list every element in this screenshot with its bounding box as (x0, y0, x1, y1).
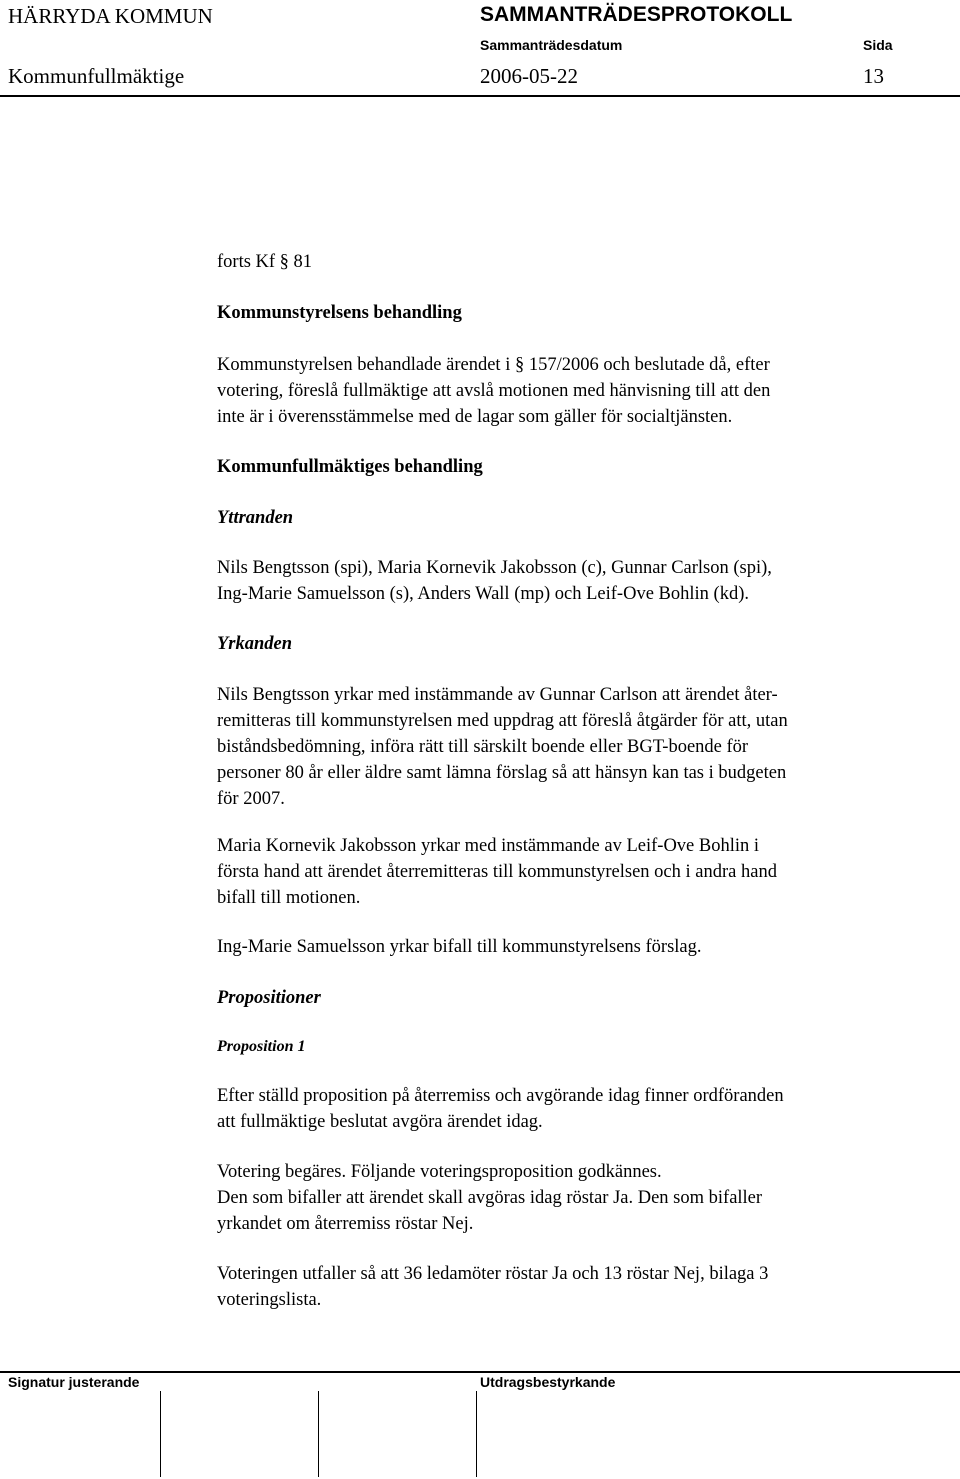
text-line: biståndsbedömning, införa rätt till särskilt boende eller BGT-boende för (217, 737, 749, 757)
yrkande-paragraph-1 (217, 682, 917, 812)
page-number: 13 (863, 64, 884, 88)
extract-label: Utdragsbestyrkande (480, 1374, 616, 1390)
propositioner-heading: Propositioner (217, 988, 321, 1008)
text-line: personer 80 år eller äldre samt lämna förslag så att hänsyn kan tas i budgeten (217, 763, 787, 783)
signature-box-divider (318, 1391, 319, 1477)
text-line: remitteras till kommunstyrelsen med uppdrag att föreslå åtgärder för att, utan (217, 711, 788, 731)
proposition-1-paragraph (217, 1083, 917, 1135)
text-line: Nils Bengtsson yrkar med instämmande av Gunnar Carlson att ärendet åter- (217, 685, 778, 705)
text-line: Voteringen utfaller så att 36 ledamöter röstar Ja och 13 röstar Nej, bilaga 3 (217, 1264, 769, 1284)
proposition-1-heading: Proposition 1 (217, 1038, 306, 1055)
text-line: första hand att ärendet återremitteras till kommunstyrelsen och i andra hand (217, 862, 777, 882)
page-label: Sida (863, 37, 893, 53)
text-line: votering, föreslå fullmäktige att avslå motionen med hänvisning till att den (217, 381, 771, 401)
date-label: Sammanträdesdatum (480, 37, 623, 53)
text-line: bifall till motionen. (217, 888, 361, 908)
text-line: för 2007. (217, 789, 285, 809)
text-line: voteringslista. (217, 1290, 322, 1310)
meeting-date: 2006-05-22 (480, 64, 578, 88)
organization-name: HÄRRYDA KOMMUN (8, 4, 213, 28)
signature-box-divider (476, 1391, 477, 1477)
footer-divider (0, 1371, 960, 1373)
text-line: Den som bifaller att ärendet skall avgöras idag röstar Ja. Den som bifaller (217, 1188, 763, 1208)
ks-heading: Kommunstyrelsens behandling (217, 303, 462, 323)
kf-heading: Kommunfullmäktiges behandling (217, 457, 483, 477)
text-line: Ing-Marie Samuelsson yrkar bifall till kommunstyrelsens förslag. (217, 937, 702, 957)
yrkande-paragraph-3 (217, 934, 917, 960)
yttranden-heading: Yttranden (217, 508, 294, 528)
votering-paragraph (217, 1159, 917, 1237)
document-type: SAMMANTRÄDESPROTOKOLL (480, 3, 793, 26)
text-line: Ing-Marie Samuelsson (s), Anders Wall (mp) och Leif-Ove Bohlin (kd). (217, 584, 749, 604)
text-line: inte är i överensstämmelse med de lagar som gäller för socialtjänsten. (217, 407, 733, 427)
yrkande-paragraph-2 (217, 833, 917, 911)
ks-paragraph (217, 352, 917, 430)
text-line: yrkandet om återremiss röstar Nej. (217, 1214, 474, 1234)
result-paragraph (217, 1261, 917, 1313)
text-line: Nils Bengtsson (spi), Maria Kornevik Jakobsson (c), Gunnar Carlson (spi), (217, 558, 772, 578)
signature-label: Signatur justerande (8, 1374, 140, 1390)
text-line: Maria Kornevik Jakobsson yrkar med instämmande av Leif-Ove Bohlin i (217, 836, 760, 856)
signature-box-divider (160, 1391, 161, 1477)
section-reference: forts Kf § 81 (217, 252, 313, 272)
yrkanden-heading: Yrkanden (217, 634, 293, 654)
header-divider (0, 95, 960, 97)
text-line: att fullmäktige beslutat avgöra ärendet idag. (217, 1112, 543, 1132)
text-line: Kommunstyrelsen behandlade ärendet i § 157/2006 och beslutade då, efter (217, 355, 770, 375)
text-line: Votering begäres. Följande voteringsproposition godkännes. (217, 1162, 662, 1182)
body-name: Kommunfullmäktige (8, 64, 185, 88)
yttranden-paragraph (217, 555, 917, 607)
text-line: Efter ställd proposition på återremiss och avgörande idag finner ordföranden (217, 1086, 784, 1106)
